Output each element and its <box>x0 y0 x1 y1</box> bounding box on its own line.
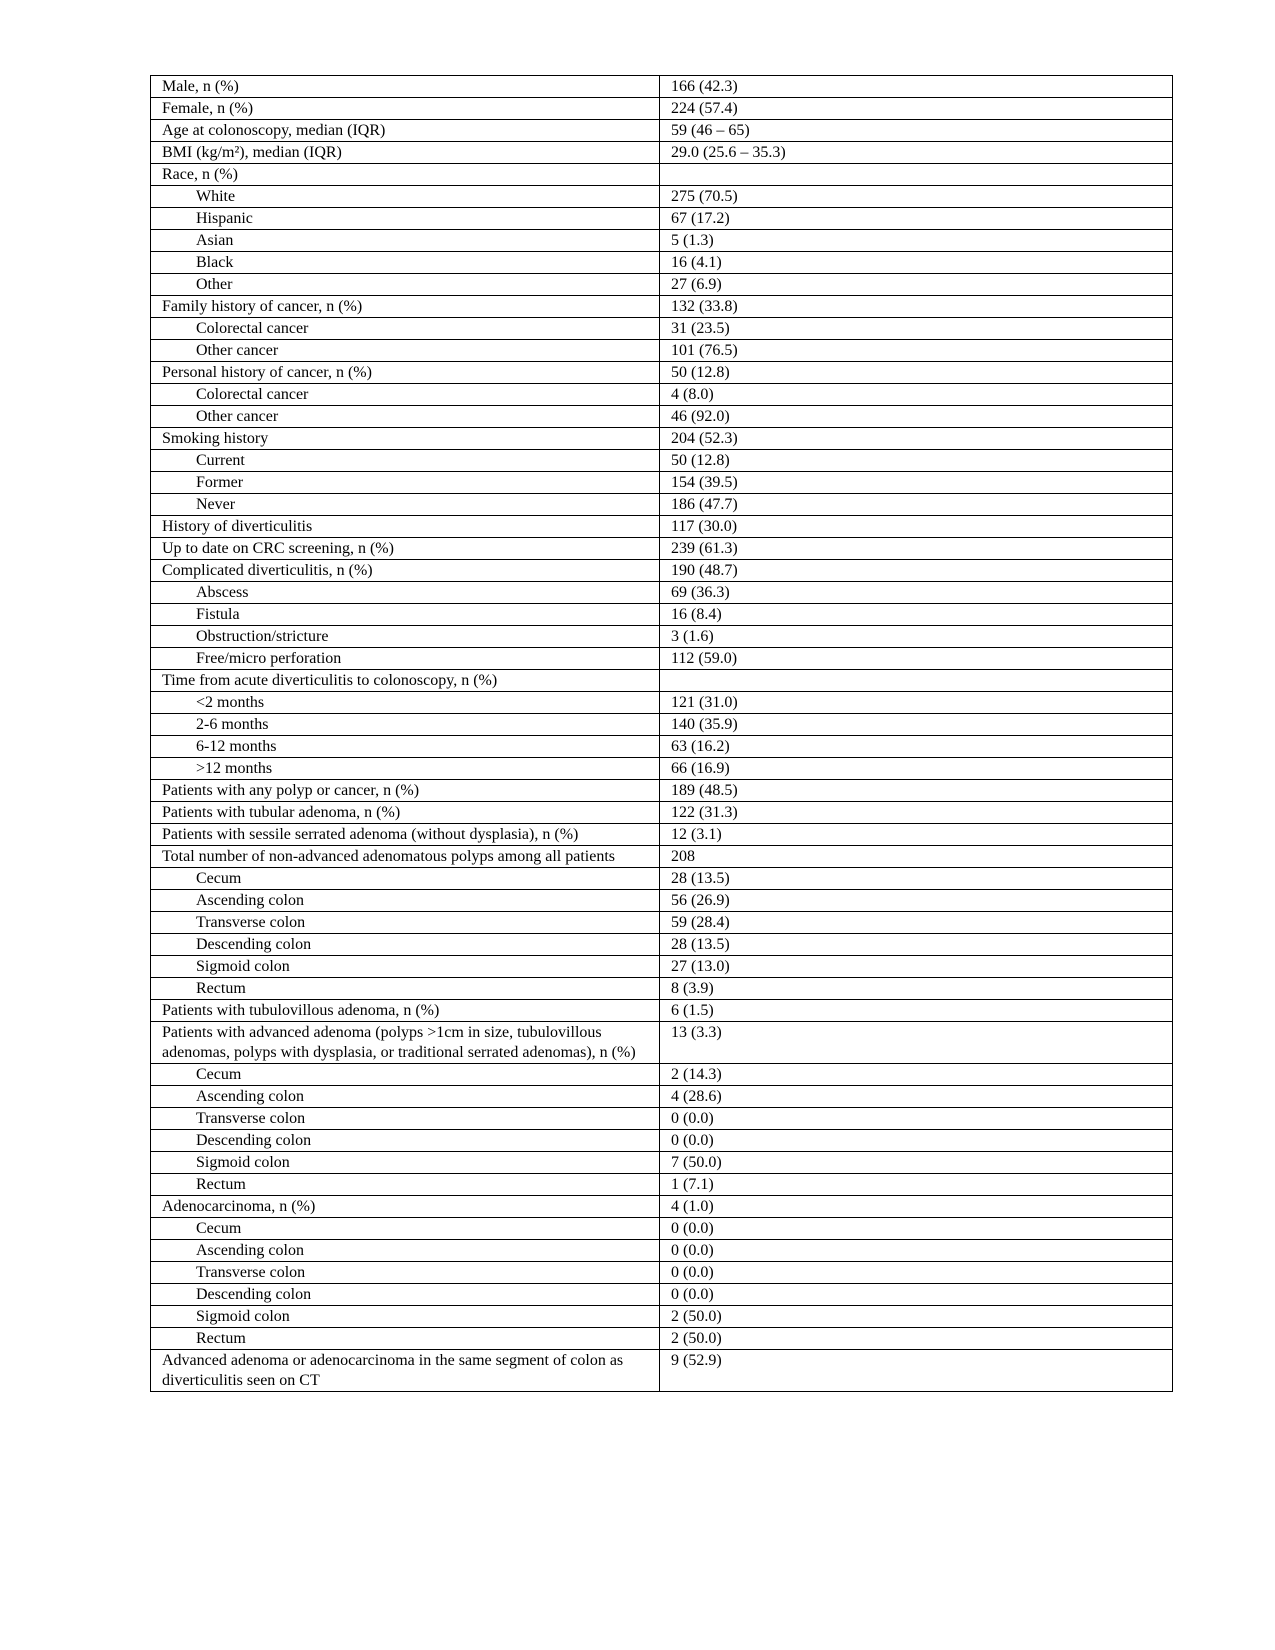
row-value: 117 (30.0) <box>671 518 738 535</box>
row-value-cell <box>660 758 1173 780</box>
row-label: <2 months <box>196 694 265 711</box>
row-value-cell <box>660 1000 1173 1022</box>
table-subrow <box>151 186 1173 208</box>
row-label-cell <box>151 912 660 934</box>
row-value: 67 (17.2) <box>671 210 730 227</box>
row-label-cell <box>151 846 660 868</box>
table-subrow <box>151 1064 1173 1086</box>
row-value-cell <box>660 1152 1173 1174</box>
row-value: 112 (59.0) <box>671 650 738 667</box>
row-label: Asian <box>196 232 234 249</box>
row-label: Advanced adenoma or adenocarcinoma in the same segment of colon as diverticulitis seen on CT <box>162 1352 624 1389</box>
row-label-cell <box>151 692 660 714</box>
row-label-cell <box>151 1022 660 1064</box>
row-value-cell <box>660 1240 1173 1262</box>
row-value-cell <box>660 560 1173 582</box>
row-label: Cecum <box>196 1066 242 1083</box>
row-value: 12 (3.1) <box>671 826 722 843</box>
row-label-cell <box>151 780 660 802</box>
row-label: Other cancer <box>196 408 279 425</box>
row-value: 190 (48.7) <box>671 562 738 579</box>
row-value: 239 (61.3) <box>671 540 738 557</box>
row-label: Rectum <box>196 1330 246 1347</box>
row-value-cell <box>660 340 1173 362</box>
row-label: Family history of cancer, n (%) <box>162 298 363 315</box>
row-value: 13 (3.3) <box>671 1024 722 1041</box>
table-subrow <box>151 384 1173 406</box>
row-value: 132 (33.8) <box>671 298 738 315</box>
row-value: 121 (31.0) <box>671 694 738 711</box>
row-value-cell <box>660 1108 1173 1130</box>
row-label: Other <box>196 276 233 293</box>
row-label: Sigmoid colon <box>196 1308 290 1325</box>
table-subrow <box>151 758 1173 780</box>
row-value-cell <box>660 516 1173 538</box>
row-label: Other cancer <box>196 342 279 359</box>
row-value-cell <box>660 252 1173 274</box>
row-label: Ascending colon <box>196 892 304 909</box>
row-label: Abscess <box>196 584 249 601</box>
row-label: Black <box>196 254 234 271</box>
table-row <box>151 824 1173 846</box>
row-label: 6-12 months <box>196 738 277 755</box>
table-row <box>151 164 1173 186</box>
row-label-cell <box>151 494 660 516</box>
table-row <box>151 538 1173 560</box>
row-value: 0 (0.0) <box>671 1242 714 1259</box>
row-label: Patients with advanced adenoma (polyps >1cm in size, tubulovillous adenomas, polyps with dysplasia, or traditional serrated adenomas), n (%) <box>162 1024 636 1061</box>
row-label: Race, n (%) <box>162 166 238 183</box>
row-label: Patients with tubular adenoma, n (%) <box>162 804 401 821</box>
row-value: 204 (52.3) <box>671 430 738 447</box>
row-label-cell <box>151 164 660 186</box>
row-label-cell <box>151 252 660 274</box>
row-label-cell <box>151 560 660 582</box>
row-value-cell <box>660 648 1173 670</box>
table-subrow <box>151 1174 1173 1196</box>
row-value: 28 (13.5) <box>671 870 730 887</box>
table-subrow <box>151 1108 1173 1130</box>
row-value-cell <box>660 274 1173 296</box>
table-subrow <box>151 1130 1173 1152</box>
row-value-cell <box>660 1306 1173 1328</box>
row-value-cell <box>660 1350 1173 1392</box>
row-label: Time from acute diverticulitis to colonoscopy, n (%) <box>162 672 498 689</box>
row-label-cell <box>151 648 660 670</box>
row-value: 0 (0.0) <box>671 1264 714 1281</box>
row-value-cell <box>660 1284 1173 1306</box>
row-label-cell <box>151 406 660 428</box>
row-label-cell <box>151 516 660 538</box>
row-value-cell <box>660 802 1173 824</box>
row-value-cell <box>660 934 1173 956</box>
row-value: 28 (13.5) <box>671 936 730 953</box>
table-subrow <box>151 1306 1173 1328</box>
row-label: Patients with tubulovillous adenoma, n (%) <box>162 1002 440 1019</box>
row-label-cell <box>151 274 660 296</box>
table-row <box>151 362 1173 384</box>
row-value: 3 (1.6) <box>671 628 714 645</box>
table-row <box>151 802 1173 824</box>
table-subrow <box>151 648 1173 670</box>
row-value: 4 (28.6) <box>671 1088 722 1105</box>
row-label: History of diverticulitis <box>162 518 313 535</box>
table-subrow <box>151 230 1173 252</box>
row-label: Former <box>196 474 244 491</box>
row-label-cell <box>151 670 660 692</box>
row-label-cell <box>151 890 660 912</box>
table-body <box>151 76 1173 1392</box>
row-label: Sigmoid colon <box>196 1154 290 1171</box>
row-value-cell <box>660 824 1173 846</box>
row-label-cell <box>151 1130 660 1152</box>
table-subrow <box>151 582 1173 604</box>
row-value: 16 (4.1) <box>671 254 722 271</box>
row-value: 189 (48.5) <box>671 782 738 799</box>
row-value-cell <box>660 142 1173 164</box>
row-value: 31 (23.5) <box>671 320 730 337</box>
table-subrow <box>151 274 1173 296</box>
row-value-cell <box>660 164 1173 186</box>
row-label-cell <box>151 120 660 142</box>
row-label-cell <box>151 1218 660 1240</box>
row-label: Sigmoid colon <box>196 958 290 975</box>
row-value-cell <box>660 1064 1173 1086</box>
row-value-cell <box>660 890 1173 912</box>
row-label: Adenocarcinoma, n (%) <box>162 1198 316 1215</box>
table-subrow <box>151 1284 1173 1306</box>
row-label-cell <box>151 428 660 450</box>
row-label-cell <box>151 802 660 824</box>
row-value: 16 (8.4) <box>671 606 722 623</box>
row-value: 6 (1.5) <box>671 1002 714 1019</box>
row-value: 29.0 (25.6 – 35.3) <box>671 144 786 161</box>
row-label-cell <box>151 1064 660 1086</box>
row-label: Ascending colon <box>196 1242 304 1259</box>
row-label-cell <box>151 76 660 98</box>
row-value-cell <box>660 692 1173 714</box>
row-label-cell <box>151 1262 660 1284</box>
row-label-cell <box>151 340 660 362</box>
table-subrow <box>151 736 1173 758</box>
row-value-cell <box>660 428 1173 450</box>
row-label: Free/micro perforation <box>196 650 342 667</box>
row-value-cell <box>660 296 1173 318</box>
row-value-cell <box>660 670 1173 692</box>
row-label: Personal history of cancer, n (%) <box>162 364 372 381</box>
row-label: Never <box>196 496 236 513</box>
row-value: 7 (50.0) <box>671 1154 722 1171</box>
row-label: BMI (kg/m²), median (IQR) <box>162 144 342 161</box>
table-subrow <box>151 912 1173 934</box>
row-label: Colorectal cancer <box>196 386 309 403</box>
row-label: Smoking history <box>162 430 269 447</box>
row-value: 9 (52.9) <box>671 1352 722 1369</box>
row-label-cell <box>151 934 660 956</box>
row-label: Transverse colon <box>196 1110 306 1127</box>
row-value-cell <box>660 450 1173 472</box>
row-value: 140 (35.9) <box>671 716 738 733</box>
row-label: Transverse colon <box>196 914 306 931</box>
table-subrow <box>151 406 1173 428</box>
row-value: 1 (7.1) <box>671 1176 714 1193</box>
row-value-cell <box>660 318 1173 340</box>
row-label-cell <box>151 98 660 120</box>
row-label: Obstruction/stricture <box>196 628 329 645</box>
row-label-cell <box>151 604 660 626</box>
table-row <box>151 120 1173 142</box>
row-value-cell <box>660 1174 1173 1196</box>
row-value: 122 (31.3) <box>671 804 738 821</box>
row-value: 224 (57.4) <box>671 100 738 117</box>
row-value-cell <box>660 494 1173 516</box>
table-subrow <box>151 318 1173 340</box>
row-value: 275 (70.5) <box>671 188 738 205</box>
row-value-cell <box>660 626 1173 648</box>
row-label: Total number of non-advanced adenomatous polyps among all patients <box>162 848 615 865</box>
table-subrow <box>151 934 1173 956</box>
table-subrow <box>151 868 1173 890</box>
row-label: Age at colonoscopy, median (IQR) <box>162 122 386 139</box>
row-label-cell <box>151 736 660 758</box>
row-label: Colorectal cancer <box>196 320 309 337</box>
row-label: Rectum <box>196 980 246 997</box>
row-value: 101 (76.5) <box>671 342 738 359</box>
table-subrow <box>151 1328 1173 1350</box>
row-label-cell <box>151 230 660 252</box>
row-label-cell <box>151 978 660 1000</box>
row-label: Descending colon <box>196 936 312 953</box>
row-value: 59 (46 – 65) <box>671 122 750 139</box>
table-subrow <box>151 1152 1173 1174</box>
table-row <box>151 1350 1173 1392</box>
row-value: 27 (6.9) <box>671 276 722 293</box>
row-label-cell <box>151 1240 660 1262</box>
row-label: Current <box>196 452 245 469</box>
row-value-cell <box>660 714 1173 736</box>
row-value-cell <box>660 604 1173 626</box>
row-label-cell <box>151 1174 660 1196</box>
row-label-cell <box>151 1152 660 1174</box>
row-label: Descending colon <box>196 1132 312 1149</box>
table-row <box>151 780 1173 802</box>
table-row <box>151 560 1173 582</box>
row-value-cell <box>660 98 1173 120</box>
row-value-cell <box>660 406 1173 428</box>
row-value: 63 (16.2) <box>671 738 730 755</box>
row-label: Up to date on CRC screening, n (%) <box>162 540 394 557</box>
table-row <box>151 1022 1173 1064</box>
row-value: 0 (0.0) <box>671 1110 714 1127</box>
row-value-cell <box>660 384 1173 406</box>
row-value: 0 (0.0) <box>671 1220 714 1237</box>
row-value-cell <box>660 1196 1173 1218</box>
row-label: Complicated diverticulitis, n (%) <box>162 562 373 579</box>
row-label: Transverse colon <box>196 1264 306 1281</box>
table-subrow <box>151 494 1173 516</box>
table-subrow <box>151 252 1173 274</box>
row-value-cell <box>660 956 1173 978</box>
row-value-cell <box>660 120 1173 142</box>
row-label: Ascending colon <box>196 1088 304 1105</box>
row-value: 8 (3.9) <box>671 980 714 997</box>
row-label-cell <box>151 1350 660 1392</box>
row-value-cell <box>660 780 1173 802</box>
row-value: 154 (39.5) <box>671 474 738 491</box>
table-subrow <box>151 1086 1173 1108</box>
table-row <box>151 142 1173 164</box>
row-label: Descending colon <box>196 1286 312 1303</box>
row-value-cell <box>660 230 1173 252</box>
table-subrow <box>151 208 1173 230</box>
row-value: 50 (12.8) <box>671 452 730 469</box>
row-value: 69 (36.3) <box>671 584 730 601</box>
table-subrow <box>151 450 1173 472</box>
table-subrow <box>151 978 1173 1000</box>
row-label: Female, n (%) <box>162 100 254 117</box>
row-value: 166 (42.3) <box>671 78 738 95</box>
row-value-cell <box>660 978 1173 1000</box>
row-label-cell <box>151 472 660 494</box>
table-subrow <box>151 1240 1173 1262</box>
row-value: 66 (16.9) <box>671 760 730 777</box>
table-row <box>151 1196 1173 1218</box>
row-label: Cecum <box>196 1220 242 1237</box>
row-label-cell <box>151 1306 660 1328</box>
row-value-cell <box>660 1086 1173 1108</box>
row-value-cell <box>660 912 1173 934</box>
row-label-cell <box>151 1000 660 1022</box>
row-label: White <box>196 188 236 205</box>
table-subrow <box>151 604 1173 626</box>
row-label-cell <box>151 1284 660 1306</box>
row-value: 56 (26.9) <box>671 892 730 909</box>
row-value-cell <box>660 472 1173 494</box>
row-label-cell <box>151 362 660 384</box>
row-label-cell <box>151 956 660 978</box>
row-value-cell <box>660 362 1173 384</box>
row-value: 0 (0.0) <box>671 1286 714 1303</box>
row-label-cell <box>151 384 660 406</box>
row-label-cell <box>151 1196 660 1218</box>
row-value-cell <box>660 1218 1173 1240</box>
table-subrow <box>151 714 1173 736</box>
table-row <box>151 846 1173 868</box>
row-value-cell <box>660 186 1173 208</box>
table-row <box>151 76 1173 98</box>
row-label: Hispanic <box>196 210 253 227</box>
row-value-cell <box>660 538 1173 560</box>
row-label-cell <box>151 450 660 472</box>
row-value-cell <box>660 1328 1173 1350</box>
row-label-cell <box>151 1328 660 1350</box>
row-value-cell <box>660 76 1173 98</box>
table-row <box>151 1000 1173 1022</box>
row-value: 2 (50.0) <box>671 1330 722 1347</box>
table-row <box>151 98 1173 120</box>
row-value-cell <box>660 1130 1173 1152</box>
table-subrow <box>151 890 1173 912</box>
row-value: 27 (13.0) <box>671 958 730 975</box>
table-subrow <box>151 340 1173 362</box>
row-label-cell <box>151 758 660 780</box>
row-value: 2 (50.0) <box>671 1308 722 1325</box>
row-value: 0 (0.0) <box>671 1132 714 1149</box>
row-label: Male, n (%) <box>162 78 239 95</box>
row-value-cell <box>660 1262 1173 1284</box>
table-row <box>151 516 1173 538</box>
row-label-cell <box>151 868 660 890</box>
row-label: Cecum <box>196 870 242 887</box>
row-value: 4 (1.0) <box>671 1198 714 1215</box>
row-value-cell <box>660 582 1173 604</box>
row-label: Rectum <box>196 1176 246 1193</box>
table-subrow <box>151 626 1173 648</box>
row-value: 50 (12.8) <box>671 364 730 381</box>
row-label-cell <box>151 208 660 230</box>
row-label-cell <box>151 142 660 164</box>
row-label: Patients with sessile serrated adenoma (without dysplasia), n (%) <box>162 826 579 843</box>
row-value: 5 (1.3) <box>671 232 714 249</box>
row-label-cell <box>151 186 660 208</box>
row-label-cell <box>151 1108 660 1130</box>
patient-characteristics-table <box>150 75 1173 1392</box>
table-subrow <box>151 956 1173 978</box>
row-label-cell <box>151 538 660 560</box>
table-row <box>151 428 1173 450</box>
row-label: Fistula <box>196 606 240 623</box>
row-label-cell <box>151 582 660 604</box>
row-value: 46 (92.0) <box>671 408 730 425</box>
row-value: 186 (47.7) <box>671 496 738 513</box>
row-label-cell <box>151 1086 660 1108</box>
table-row <box>151 670 1173 692</box>
row-label: Patients with any polyp or cancer, n (%) <box>162 782 420 799</box>
row-value: 59 (28.4) <box>671 914 730 931</box>
row-value: 2 (14.3) <box>671 1066 722 1083</box>
row-value-cell <box>660 1022 1173 1064</box>
row-label-cell <box>151 296 660 318</box>
table-subrow <box>151 1218 1173 1240</box>
row-label-cell <box>151 626 660 648</box>
row-value-cell <box>660 208 1173 230</box>
row-value-cell <box>660 868 1173 890</box>
row-label-cell <box>151 318 660 340</box>
row-value: 208 <box>671 848 695 865</box>
row-value-cell <box>660 736 1173 758</box>
row-label-cell <box>151 714 660 736</box>
row-value-cell <box>660 846 1173 868</box>
row-value: 4 (8.0) <box>671 386 714 403</box>
table-subrow <box>151 472 1173 494</box>
table-subrow <box>151 692 1173 714</box>
table-subrow <box>151 1262 1173 1284</box>
row-label-cell <box>151 824 660 846</box>
row-label: 2-6 months <box>196 716 269 733</box>
table-row <box>151 296 1173 318</box>
row-label: >12 months <box>196 760 273 777</box>
